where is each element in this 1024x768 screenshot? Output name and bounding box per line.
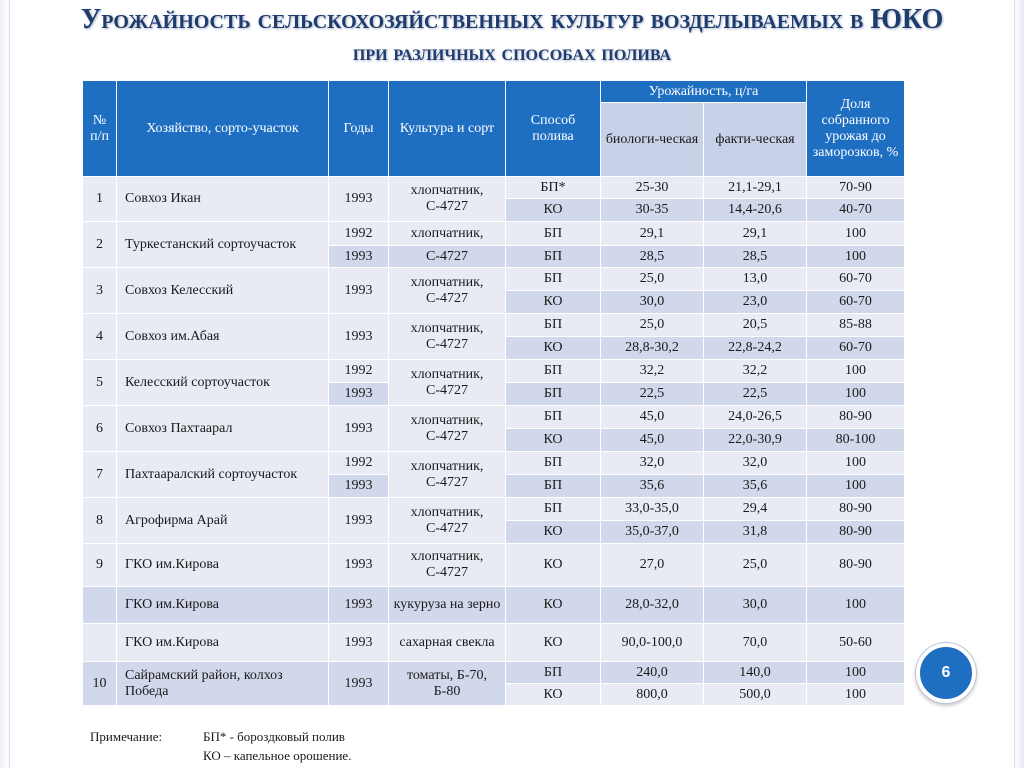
cell-fact: 35,6 bbox=[704, 475, 807, 498]
cell-share: 80-90 bbox=[807, 498, 905, 521]
cell-method: БП bbox=[506, 246, 601, 268]
cell-share: 60-70 bbox=[807, 337, 905, 360]
cell-year: 1993 bbox=[329, 246, 389, 268]
table-body bbox=[83, 177, 905, 706]
cell-num: 8 bbox=[83, 498, 117, 544]
cell-num: 4 bbox=[83, 314, 117, 360]
header-method: Способ полива bbox=[506, 81, 601, 177]
slide-title-line-1: Урожайность сельскохозяйственных культур возделываемых в ЮКО bbox=[80, 4, 944, 35]
cell-farm: Совхоз им.Абая bbox=[117, 314, 329, 360]
cell-fact: 32,0 bbox=[704, 452, 807, 475]
cell-bio: 240,0 bbox=[601, 662, 704, 684]
cell-bio: 35,0-37,0 bbox=[601, 521, 704, 544]
cell-year: 1993 bbox=[329, 406, 389, 452]
header-fact: факти-ческая bbox=[704, 103, 807, 177]
cell-share: 60-70 bbox=[807, 291, 905, 314]
cell-farm: ГКО им.Кирова bbox=[117, 587, 329, 624]
cell-share: 100 bbox=[807, 684, 905, 706]
cell-method: БП bbox=[506, 662, 601, 684]
cell-farm: ГКО им.Кирова bbox=[117, 544, 329, 587]
cell-method: БП bbox=[506, 452, 601, 475]
table-row bbox=[83, 452, 905, 475]
cell-farm: ГКО им.Кирова bbox=[117, 624, 329, 662]
table-row bbox=[83, 624, 905, 662]
header-share: Доля собранного урожая до заморозков, % bbox=[807, 81, 905, 177]
cell-bio: 25-30 bbox=[601, 177, 704, 199]
cell-fact: 140,0 bbox=[704, 662, 807, 684]
cell-fact: 32,2 bbox=[704, 360, 807, 383]
cell-method: КО bbox=[506, 337, 601, 360]
cell-crop: хлопчатник, С-4727 bbox=[389, 544, 506, 587]
cell-crop: хлопчатник, С-4727 bbox=[389, 452, 506, 498]
table-row bbox=[83, 314, 905, 337]
header-num: № п/п bbox=[83, 81, 117, 177]
cell-num bbox=[83, 587, 117, 624]
cell-bio: 33,0-35,0 bbox=[601, 498, 704, 521]
cell-bio: 27,0 bbox=[601, 544, 704, 587]
cell-year: 1993 bbox=[329, 624, 389, 662]
cell-year: 1993 bbox=[329, 383, 389, 406]
cell-share: 85-88 bbox=[807, 314, 905, 337]
cell-fact: 20,5 bbox=[704, 314, 807, 337]
page-number-badge: 6 bbox=[916, 643, 976, 703]
cell-share: 80-90 bbox=[807, 544, 905, 587]
cell-fact: 24,0-26,5 bbox=[704, 406, 807, 429]
cell-bio: 25,0 bbox=[601, 314, 704, 337]
cell-bio: 32,2 bbox=[601, 360, 704, 383]
table-row bbox=[83, 222, 905, 246]
cell-bio: 25,0 bbox=[601, 268, 704, 291]
cell-method: КО bbox=[506, 544, 601, 587]
cell-fact: 500,0 bbox=[704, 684, 807, 706]
table-row bbox=[83, 360, 905, 383]
cell-num: 6 bbox=[83, 406, 117, 452]
cell-method: КО bbox=[506, 684, 601, 706]
cell-year: 1993 bbox=[329, 177, 389, 222]
cell-fact: 29,1 bbox=[704, 222, 807, 246]
cell-num: 5 bbox=[83, 360, 117, 406]
cell-fact: 23,0 bbox=[704, 291, 807, 314]
header-yield: Урожайность, ц/га bbox=[601, 81, 807, 103]
cell-method: БП bbox=[506, 406, 601, 429]
cell-method: БП bbox=[506, 475, 601, 498]
cell-farm: Совхоз Икан bbox=[117, 177, 329, 222]
cell-share: 100 bbox=[807, 383, 905, 406]
cell-share: 100 bbox=[807, 662, 905, 684]
header-bio: биологи-ческая bbox=[601, 103, 704, 177]
cell-method: КО bbox=[506, 429, 601, 452]
cell-crop: хлопчатник, С-4727 bbox=[389, 360, 506, 406]
cell-share: 100 bbox=[807, 452, 905, 475]
cell-bio: 45,0 bbox=[601, 429, 704, 452]
cell-crop: кукуруза на зерно bbox=[389, 587, 506, 624]
cell-crop: С-4727 bbox=[389, 246, 506, 268]
cell-share: 60-70 bbox=[807, 268, 905, 291]
cell-bio: 90,0-100,0 bbox=[601, 624, 704, 662]
footnote-line-1: БП* - бороздковый полив bbox=[203, 729, 345, 744]
cell-bio: 35,6 bbox=[601, 475, 704, 498]
cell-year: 1992 bbox=[329, 222, 389, 246]
cell-bio: 30,0 bbox=[601, 291, 704, 314]
table-header bbox=[83, 81, 905, 177]
cell-year: 1993 bbox=[329, 498, 389, 544]
cell-method: КО bbox=[506, 521, 601, 544]
right-frame-line bbox=[1014, 0, 1015, 768]
cell-year: 1993 bbox=[329, 587, 389, 624]
cell-share: 80-100 bbox=[807, 429, 905, 452]
cell-share: 50-60 bbox=[807, 624, 905, 662]
cell-crop: сахарная свекла bbox=[389, 624, 506, 662]
cell-fact: 13,0 bbox=[704, 268, 807, 291]
cell-bio: 22,5 bbox=[601, 383, 704, 406]
cell-year: 1992 bbox=[329, 452, 389, 475]
cell-num: 10 bbox=[83, 662, 117, 706]
cell-crop: хлопчатник, С-4727 bbox=[389, 268, 506, 314]
cell-bio: 45,0 bbox=[601, 406, 704, 429]
cell-farm: Пахтааралский сортоучасток bbox=[117, 452, 329, 498]
cell-share: 40-70 bbox=[807, 199, 905, 222]
cell-year: 1993 bbox=[329, 662, 389, 706]
table-row bbox=[83, 406, 905, 429]
cell-num: 9 bbox=[83, 544, 117, 587]
cell-method: БП bbox=[506, 314, 601, 337]
cell-crop: хлопчатник, С-4727 bbox=[389, 498, 506, 544]
cell-method: БП bbox=[506, 222, 601, 246]
cell-method: КО bbox=[506, 587, 601, 624]
cell-farm: Туркестанский сортоучасток bbox=[117, 222, 329, 268]
cell-fact: 29,4 bbox=[704, 498, 807, 521]
cell-share: 100 bbox=[807, 475, 905, 498]
cell-share: 80-90 bbox=[807, 406, 905, 429]
cell-num: 3 bbox=[83, 268, 117, 314]
table-row bbox=[83, 662, 905, 684]
cell-fact: 22,8-24,2 bbox=[704, 337, 807, 360]
cell-fact: 70,0 bbox=[704, 624, 807, 662]
yield-table bbox=[82, 80, 905, 706]
header-farm: Хозяйство, сорто-участок bbox=[117, 81, 329, 177]
cell-farm: Агрофирма Арай bbox=[117, 498, 329, 544]
cell-share: 100 bbox=[807, 360, 905, 383]
cell-num bbox=[83, 624, 117, 662]
right-frame bbox=[1014, 0, 1024, 768]
cell-method: БП* bbox=[506, 177, 601, 199]
cell-bio: 28,8-30,2 bbox=[601, 337, 704, 360]
table-row bbox=[83, 587, 905, 624]
cell-year: 1993 bbox=[329, 475, 389, 498]
cell-bio: 28,0-32,0 bbox=[601, 587, 704, 624]
cell-share: 80-90 bbox=[807, 521, 905, 544]
cell-fact: 25,0 bbox=[704, 544, 807, 587]
slide-title bbox=[20, 3, 1004, 69]
cell-share: 100 bbox=[807, 587, 905, 624]
table-row bbox=[83, 498, 905, 521]
cell-crop: хлопчатник, С-4727 bbox=[389, 406, 506, 452]
cell-fact: 21,1-29,1 bbox=[704, 177, 807, 199]
slide-title-line-2: при различных способах полива bbox=[352, 40, 672, 65]
header-years: Годы bbox=[329, 81, 389, 177]
cell-fact: 14,4-20,6 bbox=[704, 199, 807, 222]
cell-year: 1993 bbox=[329, 268, 389, 314]
cell-num: 7 bbox=[83, 452, 117, 498]
cell-crop: хлопчатник, С-4727 bbox=[389, 177, 506, 222]
table-row bbox=[83, 544, 905, 587]
footnote-label: Примечание: bbox=[90, 729, 163, 744]
header-crop: Культура и сорт bbox=[389, 81, 506, 177]
cell-num: 2 bbox=[83, 222, 117, 268]
cell-method: БП bbox=[506, 360, 601, 383]
cell-bio: 30-35 bbox=[601, 199, 704, 222]
cell-farm: Сайрамский район, колхоз Победа bbox=[117, 662, 329, 706]
cell-method: БП bbox=[506, 383, 601, 406]
cell-fact: 28,5 bbox=[704, 246, 807, 268]
table-row bbox=[83, 177, 905, 199]
cell-num: 1 bbox=[83, 177, 117, 222]
cell-bio: 32,0 bbox=[601, 452, 704, 475]
cell-method: КО bbox=[506, 624, 601, 662]
cell-method: БП bbox=[506, 498, 601, 521]
cell-year: 1993 bbox=[329, 544, 389, 587]
cell-farm: Совхоз Келесский bbox=[117, 268, 329, 314]
cell-crop: томаты, Б-70, Б-80 bbox=[389, 662, 506, 706]
cell-bio: 28,5 bbox=[601, 246, 704, 268]
cell-method: БП bbox=[506, 268, 601, 291]
cell-year: 1992 bbox=[329, 360, 389, 383]
cell-fact: 30,0 bbox=[704, 587, 807, 624]
cell-year: 1993 bbox=[329, 314, 389, 360]
cell-share: 100 bbox=[807, 222, 905, 246]
cell-share: 70-90 bbox=[807, 177, 905, 199]
left-frame-line bbox=[9, 0, 10, 768]
cell-farm: Совхоз Пахтаарал bbox=[117, 406, 329, 452]
cell-farm: Келесский сортоучасток bbox=[117, 360, 329, 406]
footnote-line-2: КО – капельное орошение. bbox=[203, 748, 352, 763]
cell-bio: 29,1 bbox=[601, 222, 704, 246]
cell-fact: 31,8 bbox=[704, 521, 807, 544]
cell-crop: хлопчатник, С-4727 bbox=[389, 314, 506, 360]
cell-crop: хлопчатник, bbox=[389, 222, 506, 246]
table-row bbox=[83, 268, 905, 291]
cell-bio: 800,0 bbox=[601, 684, 704, 706]
cell-method: КО bbox=[506, 199, 601, 222]
cell-fact: 22,0-30,9 bbox=[704, 429, 807, 452]
cell-fact: 22,5 bbox=[704, 383, 807, 406]
cell-share: 100 bbox=[807, 246, 905, 268]
cell-method: КО bbox=[506, 291, 601, 314]
